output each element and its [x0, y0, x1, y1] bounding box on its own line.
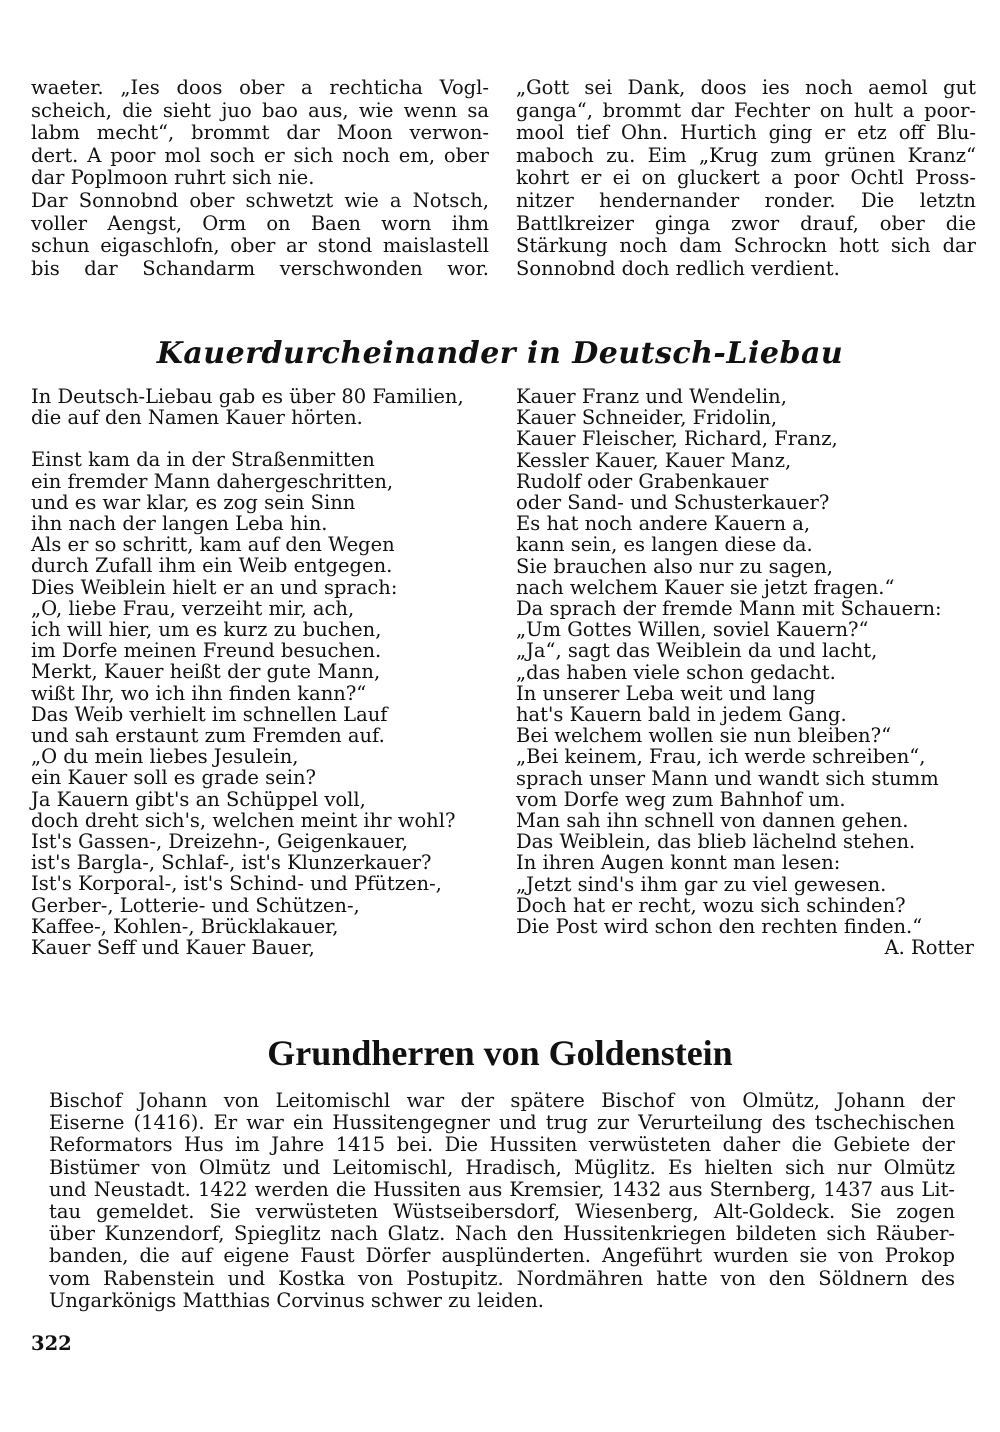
text-line: In unserer Leba weit und lang — [516, 681, 816, 705]
text-line: Ist's Korporal-, ist's Schind- und Pfützen-, — [31, 872, 442, 896]
top-right-column — [516, 77, 976, 280]
text-line: nitzer hendernander ronder. Die letztn — [516, 188, 976, 212]
poem-title: Kauerdurcheinander in Deutsch-Liebau — [156, 336, 844, 371]
text-line: mool tief Ohn. Hurtich ging er etz off Blu- — [516, 121, 976, 145]
text-line: hat's Kauern bald in jedem Gang. — [516, 703, 847, 727]
text-line: nach welchem Kauer sie jetzt fragen.“ — [516, 575, 895, 599]
text-line: waeter. „Ies doos ober a rechticha Vogl- — [31, 76, 489, 99]
text-line: dar Poplmoon ruhrt sich nie. — [31, 166, 315, 190]
text-line: ein Kauer soll es grade sein? — [31, 766, 316, 790]
text-line: Rudolf oder Grabenkauer — [516, 469, 769, 493]
text-line: „Um Gottes Willen, soviel Kauern?“ — [516, 618, 869, 642]
text-line: Gerber-, Lotterie- und Schützen-, — [31, 893, 360, 917]
text-line: Ist's Gassen-, Dreizehn-, Geigenkauer, — [31, 830, 408, 854]
text-line: Da sprach der fremde Mann mit Schauern: — [516, 597, 942, 621]
text-line: Eiserne (1416). Er war ein Hussitengegner und trug zur Verurteilung des tschechischen — [49, 1111, 955, 1135]
poem-right-column — [516, 386, 976, 958]
text-line: und es war klar, es zog sein Sinn — [31, 490, 356, 514]
text-line: durch Zufall ihm ein Weib entgegen. — [31, 554, 393, 578]
text-line: ist's Bargla-, Schlaf-, ist's Klunzerkauer? — [31, 851, 432, 875]
text-line: Einst kam da in der Straßenmitten — [31, 448, 375, 472]
text-line: „Bei keinem, Frau, ich werde schreiben“, — [516, 745, 926, 769]
text-line: vom Rabenstein und Kostka von Postupitz. Nordmähren hatte von den Söldnern des — [49, 1266, 955, 1290]
text-line: Kessler Kauer, Kauer Manz, — [516, 448, 792, 472]
text-line: sprach unser Mann und wandt sich stumm — [516, 766, 939, 790]
text-line: In ihren Augen konnt man lesen: — [516, 851, 841, 875]
text-line: banden, die auf eigene Faust Dörfer ausplünderten. Angeführt wurden sie von Prokop — [49, 1244, 955, 1268]
text-line: ihn nach der langen Leba hin. — [31, 512, 328, 536]
text-line: ich will hier, um es kurz zu buchen, — [31, 618, 382, 642]
text-line: kann sein, es langen diese da. — [516, 533, 813, 557]
poem-line: die auf den Namen Kauer hörten. — [31, 406, 363, 430]
text-line: scheich, die sieht juo bao aus, wie wenn sa — [31, 98, 489, 122]
text-line: Doch hat er recht, wozu sich schinden? — [516, 893, 906, 917]
top-left-column — [31, 77, 489, 280]
text-line: Sie brauchen also nur zu sagen, — [516, 554, 833, 578]
poem-left-column — [31, 386, 489, 958]
text-line: Das Weib verhielt im schnellen Lauf — [31, 702, 388, 726]
text-line: „O du mein liebes Jesulein, — [31, 745, 299, 769]
text-line: im Dorfe meinen Freund besuchen. — [31, 639, 382, 663]
text-line: vom Dorfe weg zum Bahnhof um. — [516, 787, 846, 811]
text-line: Dies Weiblein hielt er an und sprach: — [31, 575, 398, 599]
text-line: maboch zu. Eim „Krug zum grünen Kranz“ — [516, 143, 976, 167]
text-line: über Kunzendorf, Spieglitz nach Glatz. Nach den Hussitenkriegen bildeten sich Räuber- — [49, 1222, 955, 1246]
text-line: Bischof Johann von Leitomischl war der spätere Bischof von Olmütz, Johann der — [49, 1089, 955, 1112]
text-line: Bei welchem wollen sie nun bleiben?“ — [516, 724, 892, 748]
text-line: bis dar Schandarm verschwonden wor. — [31, 256, 489, 280]
poem-line: In Deutsch-Liebau gab es über 80 Familien, — [31, 385, 464, 408]
text-line: Kauer Seff und Kauer Bauer, — [31, 936, 315, 960]
text-line: Das Weiblein, das blieb lächelnd stehen. — [516, 830, 916, 854]
text-line: wißt Ihr, wo ich ihn finden kann?“ — [31, 681, 367, 705]
text-line: „das haben viele schon gedacht. — [516, 660, 836, 684]
poem-author: A. Rotter — [884, 936, 974, 960]
text-line: Ungarkönigs Matthias Corvinus schwer zu leiden. — [49, 1288, 544, 1312]
text-line: schun eigaschlofn, ober ar stond maislastell — [31, 234, 489, 258]
text-line: Bistümer von Olmütz und Leitomischl, Hradisch, Müglitz. Es hielten sich nur Olmütz — [49, 1155, 955, 1179]
text-line: Dar Sonnobnd ober schwetzt wie a Notsch, — [31, 188, 489, 212]
text-line: Als er so schritt, kam auf den Wegen — [31, 533, 395, 557]
text-line: „Gott sei Dank, doos ies noch aemol gut — [516, 76, 976, 99]
text-line: kohrt er ei on gluckert a poor Ochtl Pross- — [516, 166, 976, 190]
text-line: doch dreht sich's, welchen meint ihr wohl? — [31, 808, 456, 832]
text-line: voller Aengst, Orm on Baen worn ihm — [31, 211, 489, 235]
text-line: Kauer Schneider, Fridolin, — [516, 406, 778, 430]
text-line: tau gemeldet. Sie verwüsteten Wüstseibersdorf, Wiesenberg, Alt-Goldeck. Sie zogen — [49, 1200, 955, 1224]
text-line: Die Post wird schon den rechten finden.“ — [516, 915, 923, 939]
text-line: und Neustadt. 1422 werden die Hussiten aus Kremsier, 1432 aus Sternberg, 1437 aus Lit- — [49, 1177, 955, 1201]
text-line: Reformators Hus im Jahre 1415 bei. Die Hussiten verwüsteten daher die Gebiete der — [49, 1133, 955, 1157]
text-line: „Jetzt sind's ihm gar zu viel gewesen. — [516, 872, 887, 896]
text-line: und sah erstaunt zum Fremden auf. — [31, 724, 385, 748]
text-line: dert. A poor mol soch er sich noch em, ober — [31, 143, 489, 167]
text-line: Ja Kauern gibt's an Schüppel voll, — [31, 787, 366, 811]
text-line: ganga“, brommt dar Fechter on hult a poor- — [516, 98, 976, 122]
text-line: ein fremder Mann dahergeschritten, — [31, 469, 394, 493]
text-line: Sonnobnd doch redlich verdient. — [516, 256, 840, 280]
text-line: labm mecht“, brommt dar Moon verwon- — [31, 121, 489, 145]
text-line: „Ja“, sagt das Weiblein da und lacht, — [516, 639, 878, 663]
text-line: Es hat noch andere Kauern a, — [516, 512, 811, 536]
text-line: Kauer Franz und Wendelin, — [516, 385, 787, 408]
text-line: „O, liebe Frau, verzeiht mir, ach, — [31, 596, 355, 620]
section-title: Grundherren von Goldenstein — [267, 1033, 733, 1073]
text-line: Stärkung noch dam Schrockn hott sich dar — [516, 234, 976, 258]
text-line: Kauer Fleischer, Richard, Franz, — [516, 427, 838, 451]
page-number: 322 — [31, 1332, 72, 1355]
text-line: Kaffee-, Kohlen-, Brücklakauer, — [31, 914, 339, 938]
text-line: Battlkreizer ginga zwor drauf, ober die — [516, 211, 976, 235]
text-line: Merkt, Kauer heißt der gute Mann, — [31, 660, 381, 684]
text-line: oder Sand- und Schusterkauer? — [516, 491, 830, 515]
section-body — [49, 1090, 955, 1312]
text-line: Man sah ihn schnell von dannen gehen. — [516, 809, 909, 833]
